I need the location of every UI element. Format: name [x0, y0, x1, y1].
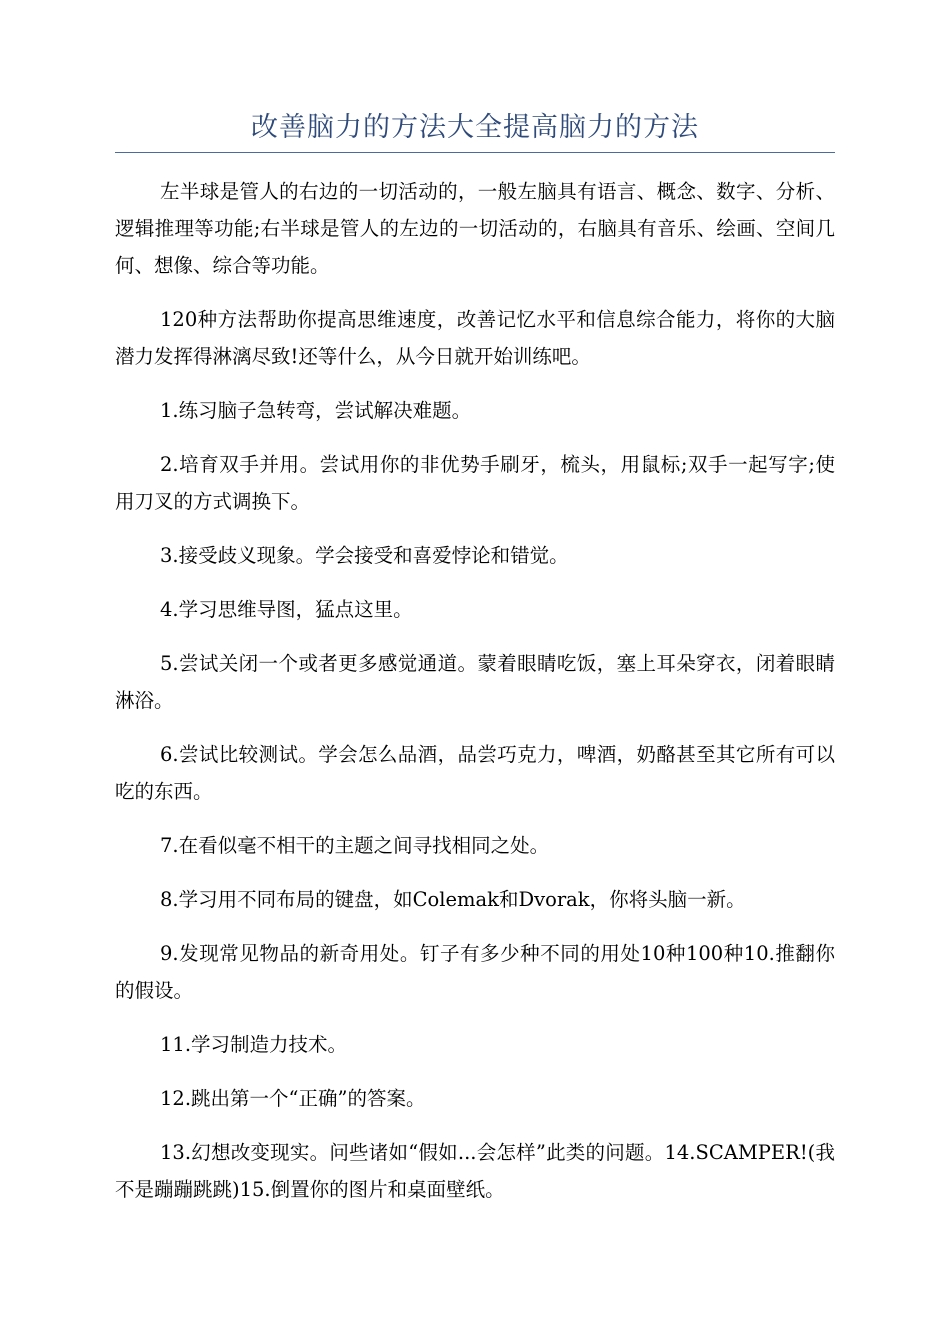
list-item-8: 8.学习用不同布局的键盘，如Colemak和Dvorak，你将头脑一新。: [160, 888, 746, 911]
list-item-13-15: 13.幻想改变现实。问些诸如“假如...会怎样”此类的问题。14.SCAMPER!(我不是蹦蹦跳跳)15.倒置你的图片和桌面壁纸。: [115, 1141, 835, 1201]
list-item-3: 3.接受歧义现象。学会接受和喜爱悖论和错觉。: [160, 544, 569, 567]
list-item-11: 11.学习制造力技术。: [160, 1033, 348, 1056]
list-item-7: 7.在看似毫不相干的主题之间寻找相同之处。: [160, 834, 550, 857]
paragraph-intro: 120种方法帮助你提高思维速度，改善记忆水平和信息综合能力，将你的大脑潜力发挥得淋漓尽致!还等什么，从今日就开始训练吧。: [115, 308, 835, 368]
list-item-5: 5.尝试关闭一个或者更多感觉通道。蒙着眼睛吃饭，塞上耳朵穿衣，闭着眼睛淋浴。: [115, 652, 835, 712]
list-item-9-10: 9.发现常见物品的新奇用处。钉子有多少种不同的用处10种100种10.推翻你的假设。: [115, 942, 835, 1002]
list-item-6: 6.尝试比较测试。学会怎么品酒，品尝巧克力，啤酒，奶酪甚至其它所有可以吃的东西。: [115, 743, 835, 803]
list-item-1: 1.练习脑子急转弯，尝试解决难题。: [160, 399, 472, 422]
list-item-4: 4.学习思维导图，猛点这里。: [160, 598, 413, 621]
document-page: [115, 108, 835, 1225]
list-item-2: 2.培育双手并用。尝试用你的非优势手刷牙，梳头，用鼠标;双手一起写字;使用刀叉的方式调换下。: [115, 453, 835, 513]
document-title: 改善脑力的方法大全提高脑力的方法: [251, 112, 699, 143]
paragraph-brain-hemispheres: 左半球是管人的右边的一切活动的，一般左脑具有语言、概念、数字、分析、逻辑推理等功能;右半球是管人的左边的一切活动的，右脑具有音乐、绘画、空间几何、想像、综合等功能。: [115, 180, 835, 277]
list-item-12: 12.跳出第一个“正确”的答案。: [160, 1087, 426, 1110]
title-underline: [115, 152, 835, 153]
